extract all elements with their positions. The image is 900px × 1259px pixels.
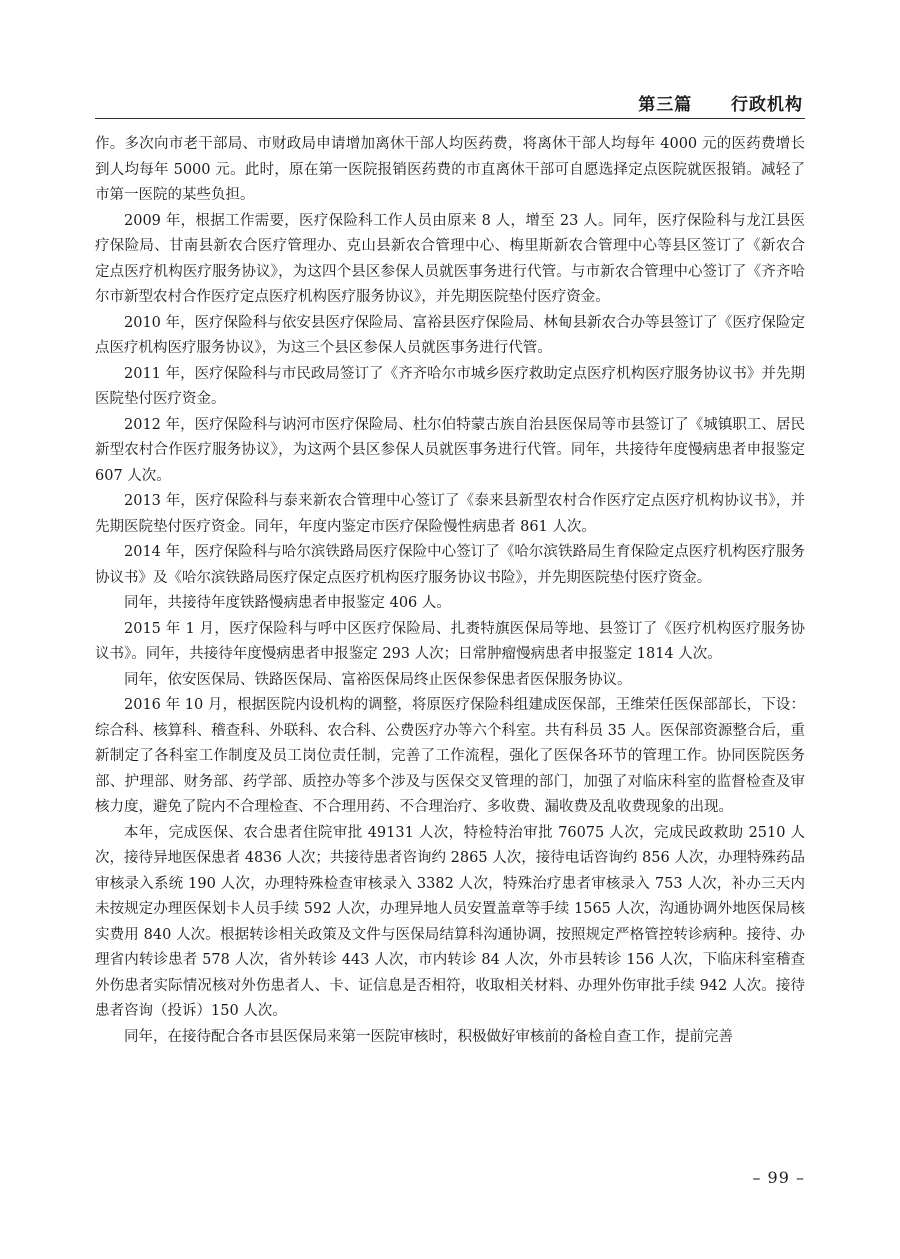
paragraph: 同年，共接待年度铁路慢病患者申报鉴定 406 人。 bbox=[124, 595, 451, 611]
paragraph: 2010 年，医疗保险科与依安县医疗保险局、富裕县医疗保险局、林甸县新农合办等县签订了《医疗保险定点医疗机构医疗服务协议》，为这三个县区参保人员就医事务进行代管。 bbox=[95, 314, 805, 356]
paragraph: 本年，完成医保、农合患者住院审批 49131 人次，特检特治审批 76075 人次，完成民政救助 2510 人次，接待异地医保患者 4836 人次；共接待患者咨询约 2865 人次，接待电话咨询约 856 人次，办理特殊药品审核录入系统 190 人次，办理特殊检查审核录入 3382 人次，特殊治疗患者审核录入 753 人次，补办三天内未按规定办理医保划卡人员手续 592 人次，办理异地人员安置盖章等手续 1565 人次，沟通协调外地医保局核实费用 840 人次。根据转诊相关政策及文件与医保局结算科沟通协调，按照规定严格管控转诊病种。接待、办理省内转诊患者 578 人次，省外转诊 443 人次，市内转诊 84 人次，外市县转诊 156 人次，下临床科室稽查外伤患者实际情况核对外伤患者人、卡、证信息是否相符，收取相关材料、办理外伤审批手续 942 人次。接待患者咨询（投诉）150 人次。 bbox=[95, 824, 805, 1019]
paragraph: 2012 年，医疗保险科与讷河市医疗保险局、杜尔伯特蒙古族自治县医保局等市县签订了《城镇职工、居民新型农村合作医疗服务协议》，为这两个县区参保人员就医事务进行代管。同年，共接待年度慢病患者申报鉴定 607 人次。 bbox=[95, 416, 805, 484]
body-text bbox=[95, 132, 805, 1050]
page-number: – 99 – bbox=[752, 1168, 805, 1187]
paragraph: 同年，在接待配合各市县医保局来第一医院审核时，积极做好审核前的备检自查工作，提前完善 bbox=[124, 1028, 733, 1045]
running-header bbox=[95, 88, 805, 119]
paragraph: 2013 年，医疗保险科与泰来新农合管理中心签订了《泰来县新型农村合作医疗定点医疗机构协议书》，并先期医院垫付医疗资金。同年，年度内鉴定市医疗保险慢性病患者 861 人次。 bbox=[95, 493, 805, 535]
paragraph: 2014 年，医疗保险科与哈尔滨铁路局医疗保险中心签订了《哈尔滨铁路局生育保险定点医疗机构医疗服务协议书》及《哈尔滨铁路局医疗保定点医疗机构医疗服务协议书险》，并先期医院垫付医疗资金。 bbox=[95, 544, 805, 586]
paragraph: 2015 年 1 月，医疗保险科与呼中区医疗保险局、扎赉特旗医保局等地、县签订了《医疗机构医疗服务协议书》。同年，共接待年度慢病患者申报鉴定 293 人次；日常肿瘤慢病患者申报鉴定 1814 人次。 bbox=[95, 620, 805, 662]
paragraph: 同年，依安医保局、铁路医保局、富裕医保局终止医保参保患者医保服务协议。 bbox=[124, 671, 632, 688]
paragraph: 作。多次向市老干部局、市财政局申请增加离休干部人均医药费，将离休干部人均每年 4000 元的医药费增长到人均每年 5000 元。此时，原在第一医院报销医药费的市直离休干部可自愿选择定点医院就医报销。减轻了市第一医院的某些负担。 bbox=[95, 136, 805, 203]
paragraph: 2009 年，根据工作需要，医疗保险科工作人员由原来 8 人，增至 23 人。同年，医疗保险科与龙江县医疗保险局、甘南县新农合医疗管理办、克山县新农合管理中心、梅里斯新农合管理中心等县区签订了《新农合定点医疗机构医疗服务协议》，为这四个县区参保人员就医事务进行代管。与市新农合管理中心签订了《齐齐哈尔市新型农村合作医疗定点医疗机构医疗服务协议》，并先期医院垫付医疗资金。 bbox=[95, 212, 805, 305]
paragraph: 2016 年 10 月，根据医院内设机构的调整，将原医疗保险科组建成医保部，王维荣任医保部部长，下设：综合科、核算科、稽查科、外联科、农合科、公费医疗办等六个科室。共有科员 35 人。医保部资源整合后，重新制定了各科室工作制度及员工岗位责任制，完善了工作流程，强化了医保各环节的管理工作。协同医院医务部、护理部、财务部、药学部、质控办等多个涉及与医保交叉管理的部门，加强了对临床科室的监督检查及审核力度，避免了院内不合理检查、不合理用药、不合理治疗、多收费、漏收费及乱收费现象的出现。 bbox=[95, 697, 805, 815]
header-section-title: 第三篇 行政机构 bbox=[638, 95, 803, 115]
paragraph: 2011 年，医疗保险科与市民政局签订了《齐齐哈尔市城乡医疗救助定点医疗机构医疗服务协议书》并先期医院垫付医疗资金。 bbox=[95, 365, 805, 407]
